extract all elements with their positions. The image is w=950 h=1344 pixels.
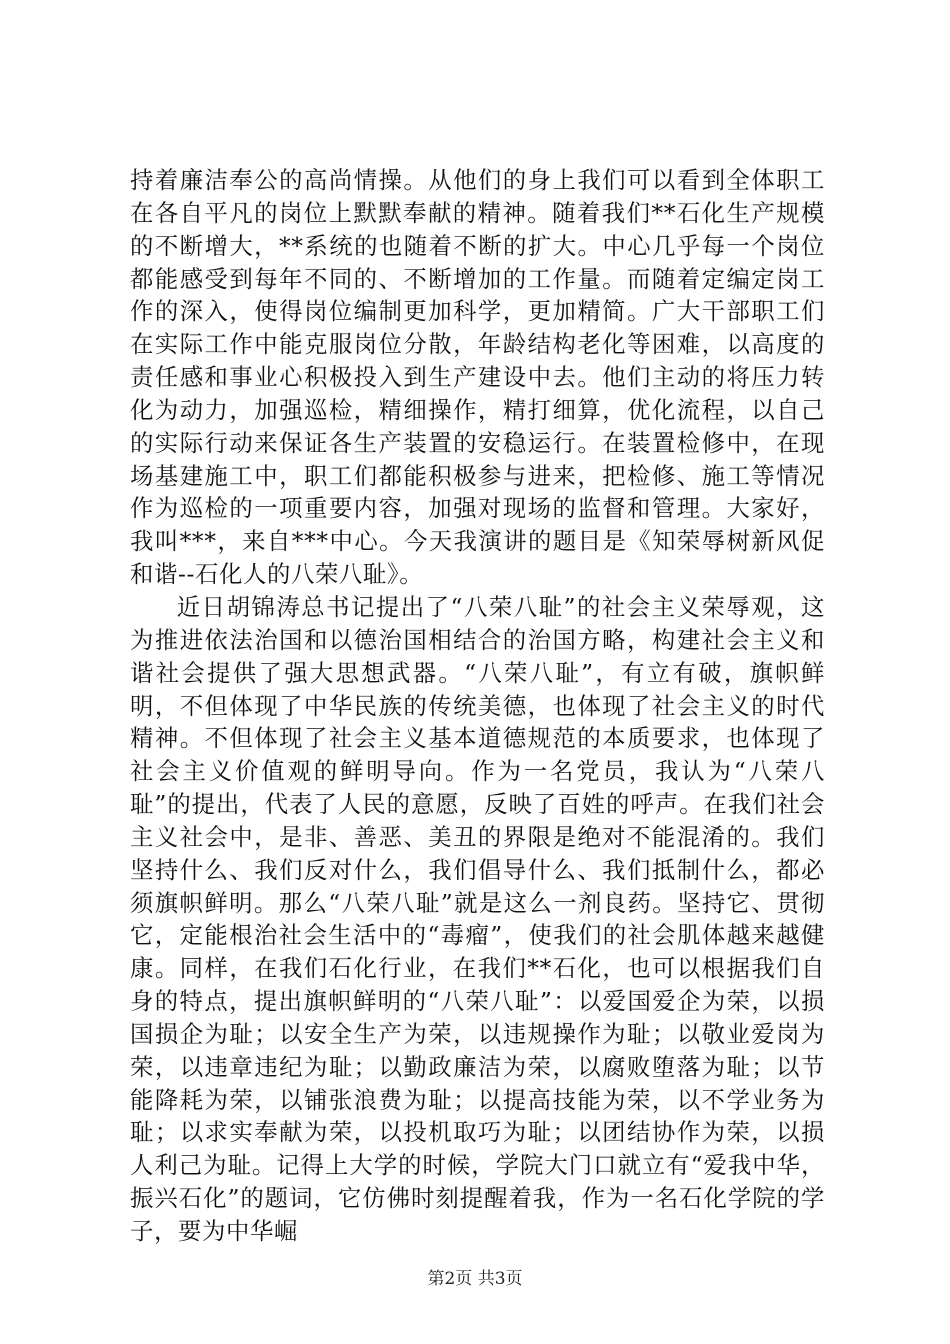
- paragraph-2: 近日胡锦涛总书记提出了“八荣八耻”的社会主义荣辱观，这为推进依法治国和以德治国相结合的治国方略，构建社会主义和谐社会提供了强大思想武器。“八荣八耻”，有立有破，旗帜鲜明，不但体现了中华民族的传统美德，也体现了社会主义的时代精神。不但体现了社会主义基本道德规范的本质要求，也体现了社会主义价值观的鲜明导向。作为一名党员，我认为“八荣八耻”的提出，代表了人民的意愿，反映了百姓的呼声。在我们社会主义社会中，是非、善恶、美丑的界限是绝对不能混淆的。我们坚持什么、我们反对什么，我们倡导什么、我们抵制什么，都必须旗帜鲜明。那么“八荣八耻”就是这么一剂良药。坚持它、贯彻它，定能根治社会生活中的“毒瘤”，使我们的社会肌体越来越健康。同样，在我们石化行业，在我们**石化，也可以根据我们自身的特点，提出旗帜鲜明的“八荣八耻”：以爱国爱企为荣，以损国损企为耻；以安全生产为荣，以违规操作为耻；以敬业爱岗为荣，以违章违纪为耻；以勤政廉洁为荣，以腐败堕落为耻；以节能降耗为荣，以铺张浪费为耻；以提高技能为荣，以不学业务为耻；以求实奉献为荣，以投机取巧为耻；以团结协作为荣，以损人利己为耻。记得上大学的时候，学院大门口就立有“爱我中华，振兴石化”的题词，它仿佛时刻提醒着我，作为一名石化学院的学子，要为中华崛: [130, 592, 825, 1245]
- paragraph-1: 持着廉洁奉公的高尚情操。从他们的身上我们可以看到全体职工在各自平凡的岗位上默默奉献的精神。随着我们**石化生产规模的不断增大，**系统的也随着不断的扩大。中心几乎每一个岗位都能感受到每年不同的、不断增加的工作量。而随着定编定岗工作的深入，使得岗位编制更加科学，更加精简。广大干部职工们在实际工作中能克服岗位分散，年龄结构老化等困难，以高度的责任感和事业心积极投入到生产建设中去。他们主动的将压力转化为动力，加强巡检，精细操作，精打细算，优化流程，以自己的实际行动来保证各生产装置的安稳运行。在装置检修中，在现场基建施工中，职工们都能积极参与进来，把检修、施工等情况作为巡检的一项重要内容，加强对现场的监督和管理。大家好，我叫***，来自***中心。今天我演讲的题目是《知荣辱树新风促和谐--石化人的八荣八耻》。: [130, 166, 825, 589]
- document-body: [130, 164, 825, 1248]
- page-footer: [0, 1268, 950, 1290]
- page-number-label: 第2页 共3页: [427, 1269, 523, 1289]
